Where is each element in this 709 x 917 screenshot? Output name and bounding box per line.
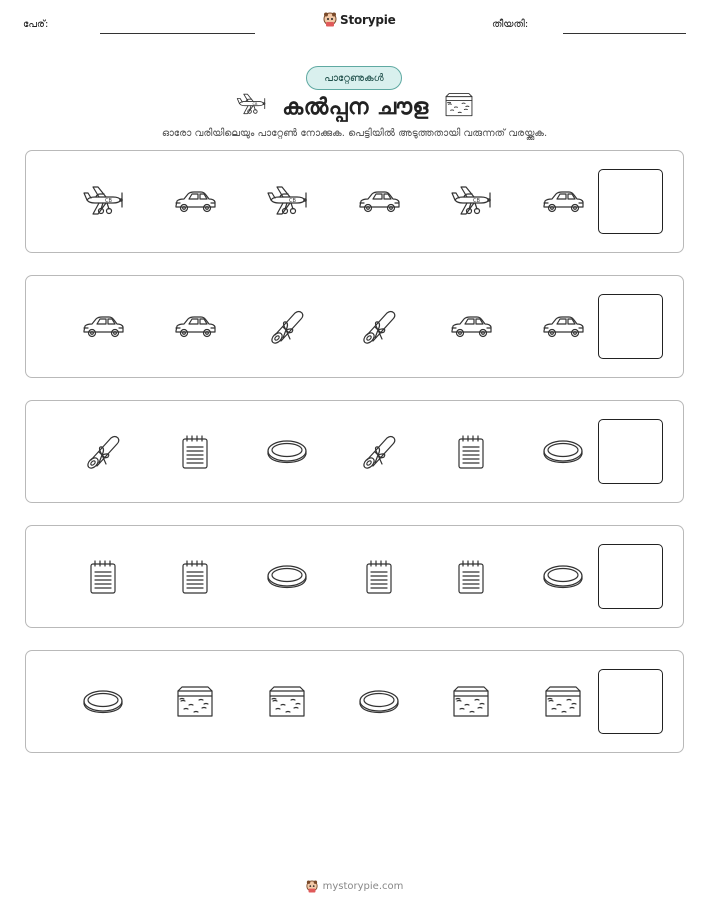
- aquarium-icon: [450, 685, 492, 719]
- ring-icon: [266, 563, 308, 591]
- notepad-icon: [456, 559, 486, 595]
- pattern-row-2: [25, 275, 684, 378]
- car-icon: [541, 189, 585, 215]
- svg-text:CB: CB: [473, 198, 480, 204]
- name-line[interactable]: [100, 33, 255, 34]
- airplane-icon: [265, 184, 309, 220]
- notepad-icon: [364, 559, 394, 595]
- title-row: [0, 92, 709, 122]
- footer: [0, 880, 709, 893]
- pattern-item: [173, 183, 217, 221]
- date-line[interactable]: [563, 33, 686, 34]
- pattern-row-4: [25, 525, 684, 628]
- pattern-item: [357, 183, 401, 221]
- pattern-item: [265, 433, 309, 471]
- pattern-item: [81, 308, 125, 346]
- svg-text:CB: CB: [105, 198, 112, 204]
- pattern-item: [173, 433, 217, 471]
- instruction-text: ഓരോ വരിയിലെയും പാറ്റേൺ നോക്കുക. പെട്ടിയിൽ അടുത്തതായി വരുന്നത് വരയ്ക്കുക.: [161, 128, 548, 139]
- airplane-icon: [449, 184, 493, 220]
- pattern-item: [81, 683, 125, 721]
- pattern-item: [357, 308, 401, 346]
- pattern-item: [173, 558, 217, 596]
- ring-icon: [358, 688, 400, 716]
- notepad-icon: [456, 434, 486, 470]
- notepad-icon: [88, 559, 118, 595]
- pattern-item: [449, 433, 493, 471]
- pattern-row-3: [25, 400, 684, 503]
- answer-box[interactable]: [598, 669, 663, 734]
- ring-icon: [542, 563, 584, 591]
- scroll-icon: [83, 432, 123, 472]
- car-icon: [81, 314, 125, 340]
- pattern-item: [265, 308, 309, 346]
- ring-icon: [266, 438, 308, 466]
- date-label: തീയതി:: [492, 19, 529, 30]
- pattern-item: [449, 308, 493, 346]
- pattern-item: [541, 308, 585, 346]
- pattern-row-1: [25, 150, 684, 253]
- brand-logo: [323, 12, 396, 27]
- title-aquarium-icon: [443, 92, 475, 122]
- aquarium-icon: [542, 685, 584, 719]
- pattern-item: [357, 433, 401, 471]
- scroll-icon: [359, 307, 399, 347]
- answer-box[interactable]: [598, 169, 663, 234]
- answer-box[interactable]: [598, 419, 663, 484]
- ring-icon: [82, 688, 124, 716]
- pattern-row-5: [25, 650, 684, 753]
- car-icon: [357, 189, 401, 215]
- brand-name: Storypie: [340, 12, 396, 27]
- pattern-item: [541, 183, 585, 221]
- category-pill: [306, 66, 402, 90]
- name-label: പേര്:: [23, 19, 49, 30]
- pattern-item: [541, 558, 585, 596]
- pattern-item: [265, 558, 309, 596]
- pattern-item: [265, 683, 309, 721]
- pattern-item: [81, 183, 125, 221]
- answer-box[interactable]: [598, 294, 663, 359]
- scroll-icon: [267, 307, 307, 347]
- pattern-item: [357, 558, 401, 596]
- car-icon: [541, 314, 585, 340]
- svg-text:CB: CB: [252, 102, 258, 106]
- category-pill-label: പാറ്റേണുകൾ: [324, 72, 384, 84]
- pattern-item: [541, 683, 585, 721]
- pattern-item: [449, 183, 493, 221]
- pattern-item: [449, 558, 493, 596]
- pattern-item: [173, 683, 217, 721]
- scroll-icon: [359, 432, 399, 472]
- title-airplane-icon: [234, 92, 268, 122]
- pattern-item: [265, 183, 309, 221]
- ring-icon: [542, 438, 584, 466]
- mascot-icon: [323, 12, 337, 27]
- footer-url: mystorypie.com: [322, 881, 404, 892]
- pattern-item: [173, 308, 217, 346]
- car-icon: [449, 314, 493, 340]
- svg-text:CB: CB: [289, 198, 296, 204]
- aquarium-icon: [174, 685, 216, 719]
- aquarium-icon: [443, 92, 475, 118]
- pattern-item: [81, 433, 125, 471]
- notepad-icon: [180, 559, 210, 595]
- pattern-item: [357, 683, 401, 721]
- pattern-item: [449, 683, 493, 721]
- car-icon: [173, 314, 217, 340]
- answer-box[interactable]: [598, 544, 663, 609]
- pattern-item: [81, 558, 125, 596]
- notepad-icon: [180, 434, 210, 470]
- airplane-icon: [234, 92, 268, 118]
- pattern-item: [541, 433, 585, 471]
- aquarium-icon: [266, 685, 308, 719]
- car-icon: [173, 189, 217, 215]
- airplane-icon: [81, 184, 125, 220]
- page-title: കൽപ്പന ചൗള: [282, 94, 429, 120]
- mascot-icon: [306, 880, 318, 893]
